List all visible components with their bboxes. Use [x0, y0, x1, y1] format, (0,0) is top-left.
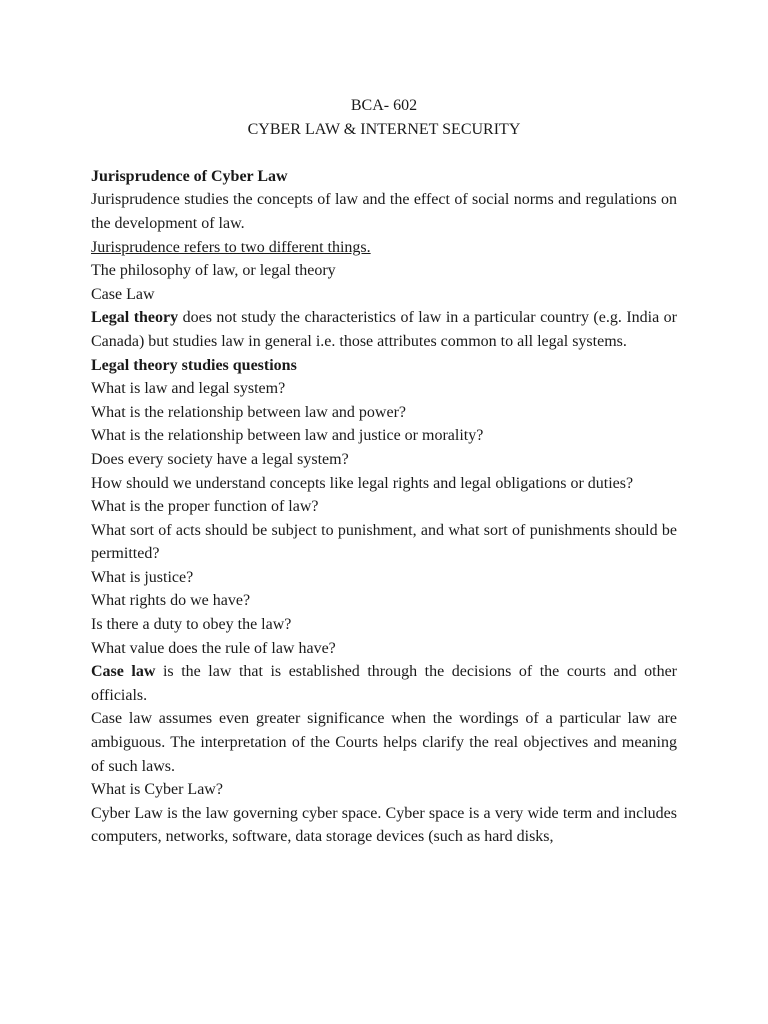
- question-item: Is there a duty to obey the law?: [91, 616, 292, 634]
- questions-heading: Legal theory studies questions: [91, 356, 297, 374]
- case-law-text: is the law that is established through the decisions of the courts and other officials.: [91, 663, 677, 704]
- spacer: [91, 141, 677, 165]
- jurisprudence-refers-text: Jurisprudence refers to two different things.: [91, 238, 371, 256]
- jurisprudence-item-2: Case Law: [91, 285, 155, 303]
- legal-theory-text: does not study the characteristics of law in a particular country (e.g. India or Canada) but studies law in general i.e. those attributes common to all legal systems.: [91, 309, 677, 350]
- question-item: What is the relationship between law and power?: [91, 403, 406, 421]
- question-item: What sort of acts should be subject to punishment, and what sort of punishments should be permitted?: [91, 521, 677, 563]
- document-page: [91, 94, 677, 849]
- question-item: What is law and legal system?: [91, 380, 286, 398]
- jurisprudence-refers: [91, 236, 677, 260]
- course-code: BCA- 602: [350, 97, 418, 114]
- legal-theory-lead: Legal theory: [91, 309, 179, 327]
- question-item: What value does the rule of law have?: [91, 639, 336, 657]
- question-item: What is the proper function of law?: [91, 498, 319, 516]
- case-law-paragraph-2: Case law assumes even greater significance when the wordings of a particular law are ambiguous. The interpretation of the Courts helps clarify the real objectives and meaning of such laws.: [91, 710, 677, 775]
- question-item: How should we understand concepts like legal rights and legal obligations or duties?: [91, 474, 634, 492]
- question-item: What rights do we have?: [91, 592, 251, 610]
- case-law-lead: Case law: [91, 663, 156, 681]
- cyber-law-paragraph: Cyber Law is the law governing cyber space. Cyber space is a very wide term and includes computers, networks, software, data storage devices (such as hard disks,: [91, 804, 677, 846]
- question-item: What is the relationship between law and justice or morality?: [91, 427, 484, 445]
- course-title: CYBER LAW & INTERNET SECURITY: [247, 120, 521, 138]
- jurisprudence-item-1: The philosophy of law, or legal theory: [91, 262, 336, 280]
- question-item: Does every society have a legal system?: [91, 450, 349, 468]
- question-item: What is justice?: [91, 568, 194, 586]
- section-heading-jurisprudence: Jurisprudence of Cyber Law: [91, 167, 288, 185]
- cyber-law-question: What is Cyber Law?: [91, 781, 223, 799]
- legal-theory-paragraph: [91, 306, 677, 353]
- jurisprudence-intro: Jurisprudence studies the concepts of law and the effect of social norms and regulations on the development of law.: [91, 191, 677, 232]
- case-law-paragraph: [91, 660, 677, 707]
